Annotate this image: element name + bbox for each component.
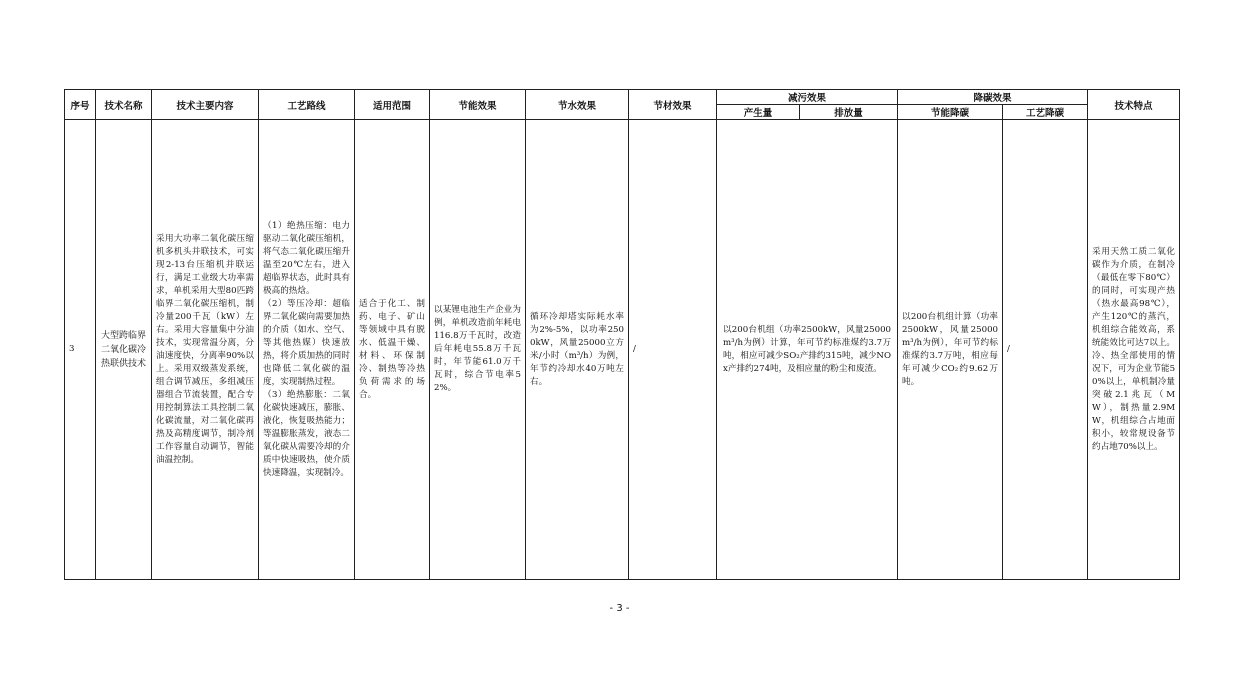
scope-value: 适合于化工、制药、电子、矿山等领域中具有脱水、低温干燥、材料、环保制冷、制热等冷热负荷需求的场合。 <box>359 298 425 400</box>
header-main-content: 技术主要内容 <box>152 90 259 120</box>
header-features: 技术特点 <box>1088 90 1180 120</box>
cell-scope <box>355 120 430 580</box>
cell-seq <box>65 120 96 580</box>
header-row-1 <box>65 90 1180 105</box>
seq-value: 3 <box>69 344 75 354</box>
cell-pollution <box>717 120 898 580</box>
cell-process-route <box>259 120 355 580</box>
process-step-2: （2）等压冷却：超临界二氧化碳向需要加热的介质（如水、空气、等其他热媒）快速放热，将介质加热的同时也降低二氧化碳的温度，实现制热过程。 <box>263 298 350 387</box>
cell-energy-saving <box>430 120 526 580</box>
cell-tech-name <box>96 120 152 580</box>
cell-material-saving <box>629 120 717 580</box>
cell-carbon-process <box>1003 120 1088 580</box>
cell-water-saving <box>526 120 629 580</box>
energy-saving-value: 以某锂电池生产企业为例，单机改造前年耗电116.8万千瓦时，改造后年耗电55.8万千瓦时，年节能61.0万千瓦时，综合节电率52%。 <box>434 305 521 393</box>
water-saving-value: 循环冷却塔实际耗水率为2%-5%，以功率2500kW，风量25000立方米/小时（m³/h）为例，年节约冷却水40万吨左右。 <box>530 311 624 387</box>
page-number: - 3 - <box>609 603 630 614</box>
pollution-generation-value: 以200台机组（功率2500kW，风量25000m³/h为例）计算，年可节约标准煤约3.7万吨，相应可减少SO₂产排约315吨，减少NOx产排约274吨，及相应量的粉尘和废渣。 <box>723 324 892 374</box>
technology-table <box>64 89 1180 580</box>
cell-features <box>1088 120 1180 580</box>
features-value: 采用天然工质二氧化碳作为介质，在制冷（最低在零下80℃）的同时，可实现产热（热水最高98℃），产生120℃的蒸汽，机组综合能效高，系统能效比可达7以上。冷、热全部使用的情况下，可为企业节能50%以上，单机制冷量突破2.1兆瓦（MW），制热量2.9MW，机组综合占地面积小，较常规设备节约占地70%以上。 <box>1092 246 1176 452</box>
header-water-saving: 节水效果 <box>526 90 629 120</box>
carbon-energy-value: 以200台机组计算（功率2500kW，风量25000m³/h为例），年可节约标准煤约3.7万吨，相应每年可减少CO₂约9.62万吨。 <box>902 311 999 387</box>
header-pollution-emission: 排放量 <box>800 105 898 120</box>
table-row <box>65 120 1180 580</box>
header-scope: 适用范围 <box>355 90 430 120</box>
header-tech-name: 技术名称 <box>96 90 152 120</box>
header-carbon-process: 工艺降碳 <box>1003 105 1088 120</box>
process-step-1: （1）绝热压缩：电力驱动二氧化碳压缩机，将气态二氧化碳压缩升温至20℃左右，进入超临界状态，此时具有极高的热焓。 <box>263 220 350 296</box>
header-process-route: 工艺路线 <box>259 90 355 120</box>
header-carbon-energy: 节能降碳 <box>898 105 1003 120</box>
header-material-saving: 节材效果 <box>629 90 717 120</box>
carbon-process-value: / <box>1007 344 1010 354</box>
main-content-value: 采用大功率二氧化碳压缩机多机头并联技术，可实现2-13台压缩机并联运行，满足工业级大功率需求，单机采用大型80匹跨临界二氧化碳压缩机，制冷量200千瓦（kW）左右。采用大容量集中分油技术，实现常温分离，分油速度快，分离率90%以上。采用双级蒸发系统，组合调节减压，多组减压器组合节流装置，配合专用控制算法工具控制二氧化碳流量，对二氧化碳再热及高精度调节，制冷剂工作容量自动调节，智能油温控制。 <box>156 233 254 465</box>
cell-carbon-energy <box>898 120 1003 580</box>
process-route-value <box>259 220 354 480</box>
header-pollution-generation: 产生量 <box>717 105 800 120</box>
header-pollution-reduction: 减污效果 <box>717 90 898 105</box>
header-carbon-reduction: 降碳效果 <box>898 90 1088 105</box>
process-step-3: （3）绝热膨胀：二氧化碳快速减压，膨胀、液化，恢复吸热能力；等温膨胀蒸发，液态二氧化碳从需要冷却的介质中快速吸热，使介质快速降温，实现制冷。 <box>263 389 350 478</box>
header-seq: 序号 <box>65 90 96 120</box>
tech-name-value: 大型跨临界二氧化碳冷热联供技术 <box>101 330 147 369</box>
header-energy-saving: 节能效果 <box>430 90 526 120</box>
cell-main-content <box>152 120 259 580</box>
material-saving-value: / <box>633 344 636 354</box>
